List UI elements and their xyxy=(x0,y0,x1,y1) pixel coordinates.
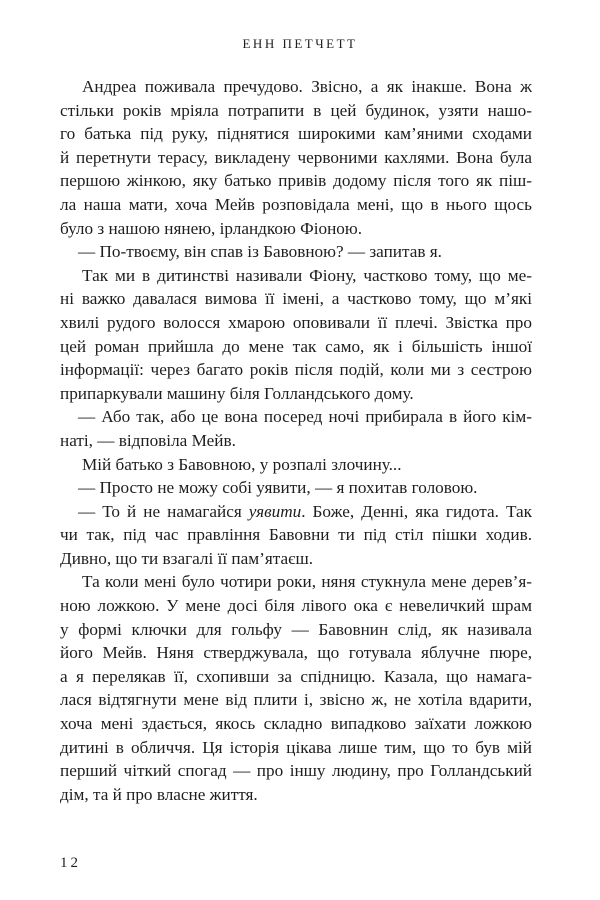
text-line: чи так, під час правління Бавовни ти під стіл пішки ходив. xyxy=(60,525,532,545)
text-line: хвилі рудого волосся хмарою оповивали її плечі. Звістка про xyxy=(60,312,532,332)
text-line: у формі ключки для гольфу — Бавовнин слід, як називала xyxy=(60,619,532,639)
text-line: го батька під руку, піднятися широкими кам’яними сходами xyxy=(60,124,532,144)
running-header: ЕНН ПЕТЧЕТТ xyxy=(242,36,358,51)
paragraph xyxy=(60,500,532,571)
text-line: хоча мені здається, якось складно випадково заїхати ложкою xyxy=(60,714,532,734)
italic-emphasis: уявити xyxy=(248,501,302,521)
text-line: Мій батько з Бавовною, у розпалі злочину... xyxy=(82,454,402,474)
text-line: лася відтягнути мене від плити і, звісно ж, не хотіла вдарити, xyxy=(60,690,532,710)
text-segment: — То й не намагайся xyxy=(78,501,249,521)
text-line: його Мейв. Няня стверджувала, що готувала яблучне пюре, xyxy=(60,643,532,663)
text-line: Андреа поживала пречудово. Звісно, а як інакше. Вона ж xyxy=(82,77,532,96)
paragraph xyxy=(60,75,532,240)
text-line: — Просто не можу собі уявити, — я похитав головою. xyxy=(78,478,478,498)
paragraph xyxy=(60,405,532,452)
page-body-text xyxy=(60,75,532,806)
text-line: першою жінкою, яку батько привів додому після того як піш- xyxy=(60,171,532,191)
paragraph xyxy=(60,240,532,264)
text-line: Так ми в дитинстві називали Фіону, частково тому, що ме- xyxy=(82,265,532,285)
text-line: перший чіткий спогад — про іншу людину, про Голландський xyxy=(60,761,532,781)
text-line: дім, та й про власне життя. xyxy=(60,784,258,804)
text-line: — По-твоєму, він спав із Бавовною? — запитав я. xyxy=(78,242,442,262)
text-line: Дивно, що ти взагалі її пам’ятаєш. xyxy=(60,548,314,568)
text-line: цей роман прийшла до мене так само, як і більшість іншої xyxy=(60,336,532,356)
paragraph xyxy=(60,476,532,500)
text-line: ні важко давалася вимова її імені, а частково тому, що м’які xyxy=(60,289,532,309)
text-line: інформації: через багато років після подій, коли ми з сестрою xyxy=(60,360,532,380)
text-line: дитині в обличчя. Ця історія цікава лише тим, що то був мій xyxy=(60,737,532,757)
text-line: ла наша мати, хоча Мейв розповідала мені, що в нього щось xyxy=(60,194,532,214)
text-line: Та коли мені було чотири роки, няня стукнула мене дерев’я- xyxy=(82,572,532,592)
text-line: наті, — відповіла Мейв. xyxy=(60,430,236,450)
text-line xyxy=(60,500,532,524)
paragraph xyxy=(60,264,532,406)
text-line: ною ложкою. У мене досі біля лівого ока є невеличкий шрам xyxy=(60,596,532,616)
paragraph xyxy=(60,453,532,477)
text-line: й перетнути терасу, викладену червоними кахлями. Вона була xyxy=(60,147,532,167)
text-line: було з нашою нянею, ірландкою Фіоною. xyxy=(60,218,363,238)
text-line: а я перелякав її, схопивши за спідницю. Казала, що намага- xyxy=(60,666,532,686)
paragraph xyxy=(60,570,532,806)
text-line: припаркували машину біля Голландського дому. xyxy=(60,383,414,403)
text-line: стільки років мріяла потрапити в цей будинок, узяти нашо- xyxy=(60,100,532,120)
page-number: 12 xyxy=(60,855,81,871)
text-line: — Або так, або це вона посеред ночі прибирала в його кім- xyxy=(78,407,532,427)
text-segment: . Боже, Денні, яка гидота. Так xyxy=(301,501,532,521)
